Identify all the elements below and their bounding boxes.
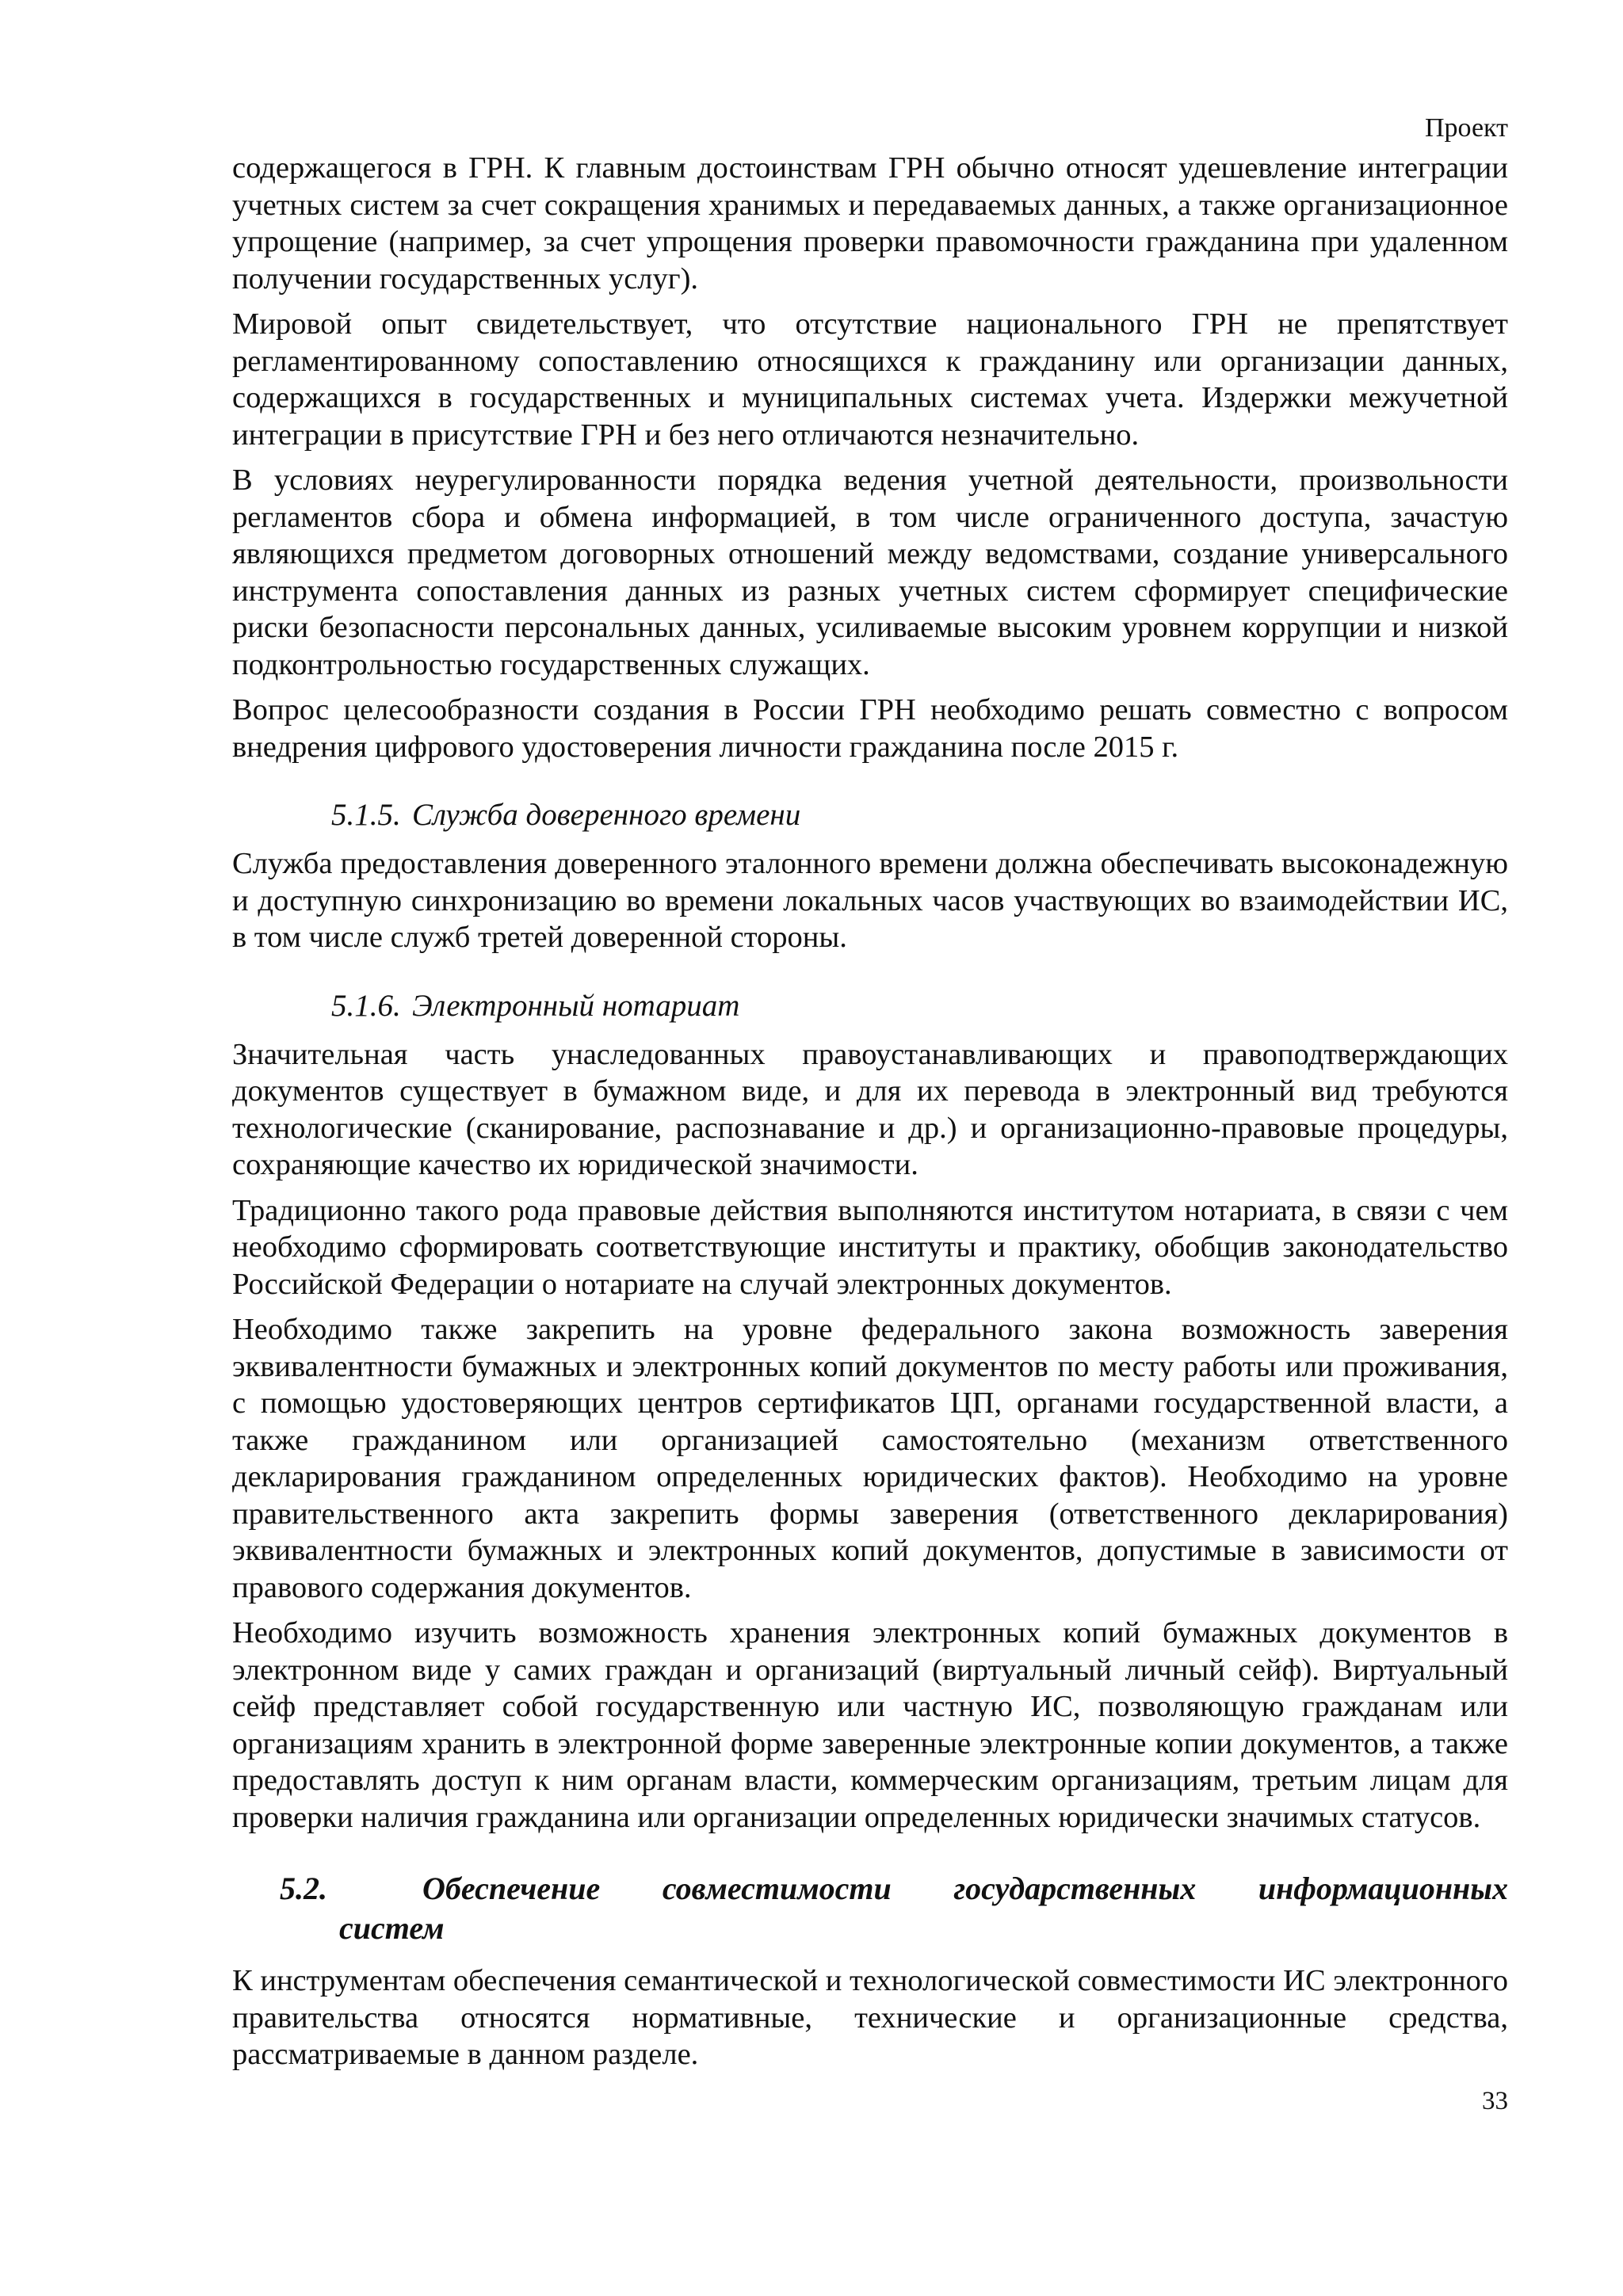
paragraph-risks: В условиях неурегулированности порядка ведения учетной деятельности, произвольности регламентов сбора и обмена информацией, в том числе ограниченного доступа, зачастую являющихся предметом договорных отношений между ведомствами, создание универсального инструмента сопоставления данных из разных учетных систем сформирует специфические риски безопасности персональных данных, усиливаемые высоким уровнем коррупции и низкой подконтрольностью государственных служащих. xyxy=(232,463,1508,681)
paragraph-notariate: Традиционно такого рода правовые действия выполняются институтом нотариата, в связи с чем необходимо сформировать соответствующие институты и практику, обобщив законодательство Российской Федерации о нотариате на случай электронных документов. xyxy=(232,1193,1508,1301)
subsection-heading-5-1-6 xyxy=(331,987,1508,1025)
page-body xyxy=(232,150,1508,2082)
section-heading-5-2 xyxy=(232,1869,1508,1948)
paragraph-equivalence: Необходимо также закрепить на уровне федерального закона возможность заверения эквивалентности бумажных и электронных копий документов по месту работы или проживания, с помощью удостоверяющих центров сертификатов ЦП, органами государственной власти, а также гражданином или организацией самостоятельно (механизм ответственного декларирования гражданином определенных юридических фактов). Необходимо на уровне правительственного акта закрепить формы заверения (ответственного декларирования) эквивалентности бумажных и электронных копий документов, допустимые в зависимости от правового содержания документов. xyxy=(232,1313,1508,1604)
paragraph-world-experience: Мировой опыт свидетельствует, что отсутствие национального ГРН не препятствует регламентированному сопоставлению относящихся к гражданину или организации данных, содержащихся в государственных и муниципальных системах учета. Издержки межучетной интеграции в присутствие ГРН и без него отличаются незначительно. xyxy=(232,307,1508,452)
paragraph-grn-advantages: содержащегося в ГРН. К главным достоинствам ГРН обычно относят удешевление интеграции учетных систем за счет сокращения хранимых и передаваемых данных, а также организационное упрощение (например, за счет упрощения проверки правомочности гражданина при удаленном получении государственных услуг). xyxy=(232,151,1508,296)
running-header-label: Проект xyxy=(1425,113,1508,143)
paragraph-virtual-safe: Необходимо изучить возможность хранения электронных копий бумажных документов в электронном виде у самих граждан и организаций (виртуальный личный сейф). Виртуальный сейф представляет собой государственную или частную ИС, позволяющую гражданам или организациям хранить в электронной форме заверенные электронные копии документов, а также предоставлять доступ к ним органам власти, коммерческим организациям, третьим лицам для проверки наличия гражданина или организации определенных юридически значимых статусов. xyxy=(232,1616,1508,1834)
subsection-number: 5.1.5. xyxy=(331,798,401,832)
section-number: 5.2. xyxy=(280,1871,327,1906)
subsection-number: 5.1.6. xyxy=(331,988,401,1023)
subsection-heading-5-1-5 xyxy=(331,796,1508,834)
paragraph-compatibility-tools: К инструментам обеспечения семантической и технологической совместимости ИС электронного правительства относятся нормативные, технические и организационные средства, рассматриваемые в данном разделе. xyxy=(232,1964,1508,2071)
page-number: 33 xyxy=(1482,2087,1508,2115)
paragraph-paper-documents: Значительная часть унаследованных правоустанавливающих и правоподтверждающих документов существует в бумажном виде, и для их перевода в электронный вид требуются технологические (сканирование, распознавание и др.) и организационно-правовые процедуры, сохраняющие качество их юридической значимости. xyxy=(232,1037,1508,1181)
subsection-title: Служба доверенного времени xyxy=(412,798,801,832)
section-title-line1: Обеспечение совместимости государственных информационных xyxy=(422,1871,1508,1906)
subsection-title: Электронный нотариат xyxy=(412,988,740,1023)
section-title-line2: систем xyxy=(339,1910,445,1946)
paragraph-trusted-time: Служба предоставления доверенного эталонного времени должна обеспечивать высоконадежную и доступную синхронизацию во времени локальных часов участвующих во взаимодействии ИС, в том числе служб третей доверенной стороны. xyxy=(232,847,1508,954)
paragraph-grn-question: Вопрос целесообразности создания в России ГРН необходимо решать совместно с вопросом внедрения цифрового удостоверения личности гражданина после 2015 г. xyxy=(232,693,1508,764)
